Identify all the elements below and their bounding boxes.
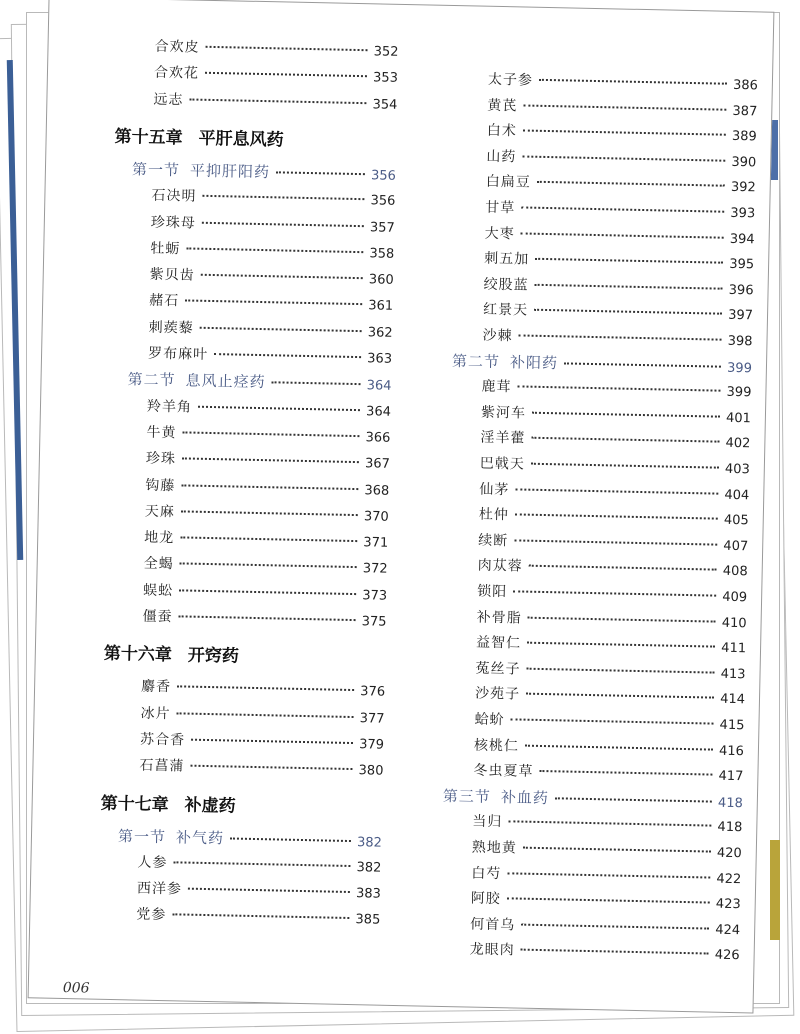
dot-leader: [177, 712, 354, 718]
entry-name: 石菖蒲: [139, 757, 185, 775]
toc-entry-row[interactable]: [487, 94, 757, 120]
toc-entry-row[interactable]: [140, 728, 384, 753]
dot-leader: [180, 536, 357, 542]
dot-leader: [507, 872, 710, 878]
page-ref: 407: [723, 538, 749, 555]
entry-name: 紫河车: [480, 404, 527, 422]
page-ref: 423: [715, 896, 741, 913]
entry-name: 补骨脂: [476, 609, 522, 627]
entry-name: 当归: [472, 813, 503, 831]
toc-entry-row[interactable]: [471, 862, 741, 888]
dot-leader: [513, 590, 716, 596]
page-ref: 354: [372, 96, 398, 113]
toc-entry-row[interactable]: [471, 888, 741, 914]
toc-entry-row[interactable]: [476, 632, 746, 658]
toc-entry-row[interactable]: [472, 811, 742, 837]
dot-leader: [514, 539, 717, 545]
page-ref: 380: [358, 763, 384, 779]
page-ref: 366: [365, 430, 391, 446]
dot-leader: [564, 362, 721, 367]
page-ref: 424: [715, 922, 741, 938]
entry-name: 山药: [486, 148, 517, 166]
toc-entry-row[interactable]: [484, 248, 754, 274]
entry-name: 白术: [486, 122, 518, 140]
page-ref: 392: [730, 180, 756, 196]
toc-entry-row[interactable]: [481, 401, 751, 427]
dot-leader: [511, 718, 714, 724]
page-ref: 372: [362, 561, 388, 578]
page-ref: 405: [723, 512, 749, 529]
page-ref: 353: [372, 70, 399, 87]
page-ref: 383: [355, 886, 382, 902]
page-ref: 399: [726, 384, 752, 401]
dot-leader: [198, 405, 360, 410]
page-ref: 385: [355, 912, 381, 929]
dot-leader: [205, 72, 367, 77]
toc-entry-row[interactable]: [480, 427, 750, 453]
toc-entry-row[interactable]: [148, 343, 392, 368]
page-ref: 395: [729, 257, 755, 273]
entry-name: 牡蛎: [150, 240, 181, 258]
toc-entry-row[interactable]: [479, 504, 749, 530]
dot-leader: [537, 181, 725, 187]
dot-leader: [272, 382, 361, 386]
page-ref: 376: [360, 684, 386, 701]
toc-entry-row[interactable]: [478, 529, 748, 555]
toc-entry-row[interactable]: [476, 606, 746, 632]
dot-leader: [521, 206, 724, 212]
entry-name: 刺五加: [484, 250, 530, 268]
entry-name: 蜈蚣: [142, 582, 174, 599]
dot-leader: [515, 514, 718, 520]
dot-leader: [188, 888, 350, 893]
page-ref: 382: [356, 859, 382, 876]
toc-right-column: [419, 5, 773, 964]
dot-leader: [532, 412, 720, 418]
entry-name: 冬虫夏草: [473, 762, 534, 781]
toc-entry-row[interactable]: [146, 422, 390, 447]
entry-name: 沙棘: [482, 327, 513, 345]
book-cover-edge: [770, 840, 780, 940]
page-ref: 397: [728, 308, 754, 324]
page-ref: 387: [732, 103, 758, 119]
toc-entry-row[interactable]: [483, 299, 753, 325]
toc-entry-row[interactable]: [478, 555, 748, 581]
dot-leader: [181, 484, 358, 490]
section-title: 补血药: [500, 787, 550, 807]
page-ref: 361: [368, 298, 394, 315]
page-ref: 377: [359, 710, 385, 727]
dot-leader: [173, 861, 350, 867]
toc-entry-row[interactable]: [487, 120, 757, 146]
page-ref: 418: [717, 820, 743, 836]
dot-leader: [191, 739, 353, 744]
entry-name: 白芍: [471, 865, 502, 882]
toc-entry-row[interactable]: [480, 453, 750, 479]
section-number: 第二节: [451, 351, 501, 371]
dot-leader: [528, 616, 716, 622]
section-title: 补气药: [175, 827, 225, 847]
toc-entry-row[interactable]: [470, 939, 740, 965]
entry-name: 红景天: [482, 302, 529, 320]
page-ref: 352: [373, 44, 399, 60]
toc-entry-row[interactable]: [474, 734, 744, 760]
entry-name: 杜仲: [478, 506, 509, 524]
page-ref: 373: [362, 587, 388, 604]
page-ref: 364: [366, 378, 392, 395]
toc-entry-row[interactable]: [154, 36, 398, 61]
entry-name: 黄芪: [487, 97, 518, 114]
entry-name: 苏合香: [139, 731, 186, 749]
page-ref: 413: [720, 666, 746, 683]
page-ref: 403: [724, 461, 750, 478]
entry-name: 熟地黄: [471, 839, 517, 857]
dot-leader: [507, 897, 710, 903]
page-ref: 394: [729, 231, 755, 247]
entry-name: 绞股蓝: [483, 276, 529, 294]
entry-name: 钩藤: [145, 477, 176, 494]
dot-leader: [200, 326, 362, 331]
entry-name: 合欢皮: [154, 38, 200, 56]
toc-entry-row[interactable]: [146, 448, 390, 473]
page-ref: 404: [724, 487, 750, 503]
section-label: [452, 350, 558, 373]
dot-leader: [185, 300, 362, 306]
entry-name: 僵蚕: [142, 608, 173, 626]
dot-leader: [531, 463, 719, 469]
toc-entry-row[interactable]: [475, 657, 745, 683]
section-title: 平抑肝阳药: [189, 161, 271, 182]
page-ref: 398: [727, 333, 753, 350]
dot-leader: [523, 847, 711, 853]
dot-leader: [527, 642, 715, 648]
page-ref: 363: [367, 351, 393, 367]
entry-name: 龙眼肉: [469, 941, 515, 959]
toc-entry-row[interactable]: [483, 273, 753, 299]
dot-leader: [521, 232, 724, 238]
entry-name: 羚羊角: [146, 398, 193, 416]
toc-entry-row[interactable]: [151, 211, 395, 236]
section-label: [443, 785, 549, 808]
toc-section-row[interactable]: [452, 350, 752, 377]
page-ref: 367: [364, 456, 391, 472]
page-ref: 357: [369, 219, 395, 236]
chapter-heading: [114, 122, 283, 151]
dot-leader: [526, 693, 714, 699]
toc-entry-row[interactable]: [144, 527, 388, 552]
page-ref: 422: [716, 871, 742, 887]
page-ref: 382: [356, 834, 383, 851]
entry-name: 沙苑子: [474, 685, 521, 703]
page-ref: 417: [718, 768, 744, 785]
page-number: 006: [62, 980, 90, 997]
entry-name: 罗布麻叶: [147, 345, 209, 363]
toc-entry-row[interactable]: [147, 395, 391, 420]
page-ref: 393: [730, 205, 756, 222]
entry-name: 全蝎: [143, 556, 174, 573]
dot-leader: [523, 104, 726, 110]
page-ref: 389: [731, 129, 757, 145]
entry-name: 珍珠母: [150, 214, 197, 232]
dot-leader: [539, 770, 712, 776]
entry-name: 赭石: [149, 293, 180, 310]
chapter-title: 补虚药: [184, 795, 236, 817]
toc-section-row[interactable]: [127, 369, 391, 396]
page-ref: 416: [718, 743, 745, 759]
entry-name: 地龙: [144, 529, 175, 547]
entry-name: 蛤蚧: [474, 711, 505, 729]
page-ref: 364: [365, 403, 392, 420]
entry-name: 核桃仁: [473, 737, 520, 755]
toc-entry-row[interactable]: [479, 478, 749, 504]
entry-name: 紫贝齿: [149, 266, 195, 284]
page-ref: 418: [717, 795, 743, 812]
chapter-title: 开窍药: [187, 645, 239, 667]
dot-leader: [180, 563, 357, 569]
dot-leader: [525, 744, 713, 750]
page-ref: 360: [368, 272, 394, 288]
page-ref: 396: [728, 282, 754, 299]
dot-leader: [521, 923, 709, 929]
page-ref: 368: [364, 482, 390, 499]
dot-leader: [555, 797, 712, 802]
dot-leader: [517, 386, 720, 392]
dot-leader: [522, 155, 725, 161]
dot-leader: [276, 171, 365, 175]
page-ref: 356: [370, 168, 397, 184]
toc-entry-row[interactable]: [151, 185, 395, 210]
toc-entry-row[interactable]: [145, 474, 389, 499]
page-ref: 409: [722, 589, 748, 606]
section-label: [127, 369, 265, 393]
page-ref: 358: [369, 246, 395, 262]
toc-entry-row[interactable]: [486, 146, 756, 172]
toc-entry-row[interactable]: [148, 316, 392, 341]
dot-leader: [523, 130, 726, 136]
page-ref: 356: [370, 193, 396, 210]
chapter-heading: [100, 788, 235, 816]
toc-entry-row[interactable]: [477, 581, 747, 607]
dot-leader: [172, 914, 349, 920]
page-ref: 410: [721, 615, 747, 631]
toc-page: [28, 0, 775, 1013]
toc-section-row[interactable]: [132, 158, 396, 185]
toc-section-row[interactable]: [443, 785, 743, 812]
dot-leader: [202, 221, 364, 226]
dot-leader: [521, 949, 709, 955]
page-ref: 401: [725, 410, 752, 427]
dot-leader: [529, 565, 717, 571]
entry-name: 淫羊藿: [480, 430, 526, 447]
page-ref: 408: [722, 564, 748, 580]
entry-name: 麝香: [140, 678, 172, 696]
entry-name: 白扁豆: [485, 174, 531, 192]
toc-entry-row[interactable]: [137, 851, 381, 876]
entry-name: 鹿茸: [481, 378, 512, 396]
toc-entry-row[interactable]: [149, 290, 393, 315]
dot-leader: [182, 431, 359, 437]
section-title: 补阳药: [509, 352, 559, 372]
toc-entry-row[interactable]: [485, 222, 755, 248]
page-ref: 362: [367, 324, 393, 341]
toc-entry-row[interactable]: [153, 88, 397, 113]
page-ref: 426: [714, 948, 740, 964]
entry-name: 天麻: [144, 503, 175, 521]
page-ref: 390: [731, 154, 757, 171]
toc-entry-row[interactable]: [472, 837, 742, 863]
entry-name: 西洋参: [136, 880, 183, 898]
toc-entry-row[interactable]: [482, 325, 752, 351]
section-number: 第一节: [117, 826, 167, 846]
dot-leader: [190, 765, 352, 770]
chapter-number: 第十五章: [114, 126, 183, 149]
entry-name: 人参: [137, 854, 168, 871]
page-ref: 379: [358, 737, 385, 753]
dot-leader: [531, 437, 719, 443]
toc-entry-row[interactable]: [139, 755, 383, 780]
toc-entry-row[interactable]: [474, 709, 744, 735]
page-ref: 371: [363, 535, 389, 551]
entry-name: 何首乌: [470, 916, 516, 934]
dot-leader: [182, 458, 359, 464]
toc-entry-row[interactable]: [485, 197, 755, 223]
dot-leader: [508, 821, 711, 827]
toc-entry-row[interactable]: [481, 376, 751, 402]
dot-leader: [202, 195, 364, 200]
dot-leader: [189, 98, 366, 104]
entry-name: 党参: [136, 906, 167, 924]
page-ref: 420: [716, 845, 742, 862]
dot-leader: [206, 46, 368, 51]
entry-name: 合欢花: [153, 65, 200, 82]
toc-entry-row[interactable]: [473, 760, 743, 786]
page-ref: 375: [361, 614, 387, 630]
page-ref: 370: [363, 509, 389, 525]
toc-entry-row[interactable]: [486, 171, 756, 197]
page-ref: 386: [732, 77, 759, 94]
section-label: [132, 158, 270, 182]
entry-name: 远志: [153, 91, 184, 108]
entry-name: 珍珠: [145, 450, 177, 468]
toc-entry-row[interactable]: [154, 62, 398, 87]
chapter-number: 第十六章: [103, 644, 173, 666]
dot-leader: [201, 274, 363, 279]
toc-entry-row[interactable]: [140, 702, 384, 727]
toc-entry-row[interactable]: [150, 264, 394, 289]
page-ref: 402: [725, 436, 751, 452]
toc-entry-row[interactable]: [137, 878, 381, 903]
dot-leader: [534, 309, 722, 315]
dot-leader: [214, 353, 361, 358]
entry-name: 仙茅: [479, 481, 510, 498]
dot-leader: [230, 837, 351, 842]
dot-leader: [186, 247, 363, 253]
toc-entry-row[interactable]: [141, 676, 385, 701]
toc-entry-row[interactable]: [142, 606, 386, 631]
entry-name: 冰片: [140, 705, 171, 722]
entry-name: 太子参: [487, 71, 534, 89]
section-number: 第二节: [127, 370, 176, 390]
entry-name: 石决明: [151, 187, 197, 205]
dot-leader: [181, 510, 358, 516]
dot-leader: [179, 589, 356, 595]
page-ref: 414: [720, 692, 746, 708]
toc-entry-row[interactable]: [145, 500, 389, 525]
dot-leader: [519, 334, 722, 340]
dot-leader: [535, 284, 723, 290]
entry-name: 益智仁: [475, 634, 522, 652]
chapter-heading: [104, 639, 239, 667]
toc-entry-row[interactable]: [136, 904, 380, 929]
entry-name: 甘草: [485, 199, 516, 217]
chapter-title: 平肝息风药: [198, 128, 284, 151]
page-ref: 415: [719, 717, 745, 734]
dot-leader: [527, 667, 715, 673]
toc-entry-row[interactable]: [488, 69, 758, 95]
entry-name: 刺蒺藜: [148, 319, 194, 337]
toc-entry-row[interactable]: [143, 579, 387, 604]
page-ref: 411: [721, 640, 747, 657]
entry-name: 菟丝子: [475, 660, 521, 678]
dot-leader: [179, 615, 356, 621]
entry-name: 牛黄: [146, 424, 177, 442]
section-title: 息风止痉药: [185, 371, 266, 392]
toc-section-row[interactable]: [118, 825, 382, 852]
chapter-number: 第十七章: [100, 793, 169, 815]
section-label: [118, 825, 224, 848]
dot-leader: [535, 258, 723, 264]
toc-left-column: [50, 0, 410, 929]
toc-entry-row[interactable]: [470, 913, 740, 939]
entry-name: 大枣: [484, 225, 515, 242]
entry-name: 巴戟天: [479, 455, 526, 473]
entry-name: 阿胶: [470, 890, 501, 908]
dot-leader: [177, 686, 354, 692]
toc-entry-row[interactable]: [144, 553, 388, 578]
section-number: 第三节: [442, 786, 492, 806]
dot-leader: [539, 79, 727, 85]
section-number: 第一节: [131, 160, 181, 180]
toc-entry-row[interactable]: [475, 683, 745, 709]
entry-name: 肉苁蓉: [477, 558, 523, 575]
entry-name: 续断: [478, 532, 509, 550]
entry-name: 锁阳: [477, 583, 508, 601]
toc-entry-row[interactable]: [150, 237, 394, 262]
page-ref: 399: [726, 360, 753, 376]
dot-leader: [515, 488, 718, 494]
